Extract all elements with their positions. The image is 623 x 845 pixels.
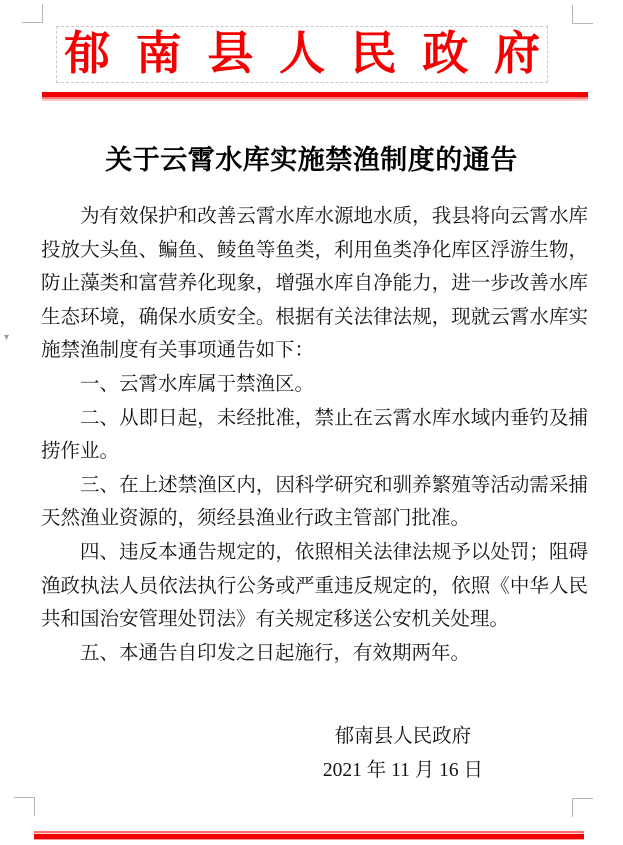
paragraph-item-2: 二、从即日起，未经批准，禁止在云霄水库水域内垂钓及捕捞作业。 xyxy=(41,407,588,463)
paragraph-item-4: 四、违反本通告规定的，依照相关法律法规予以处罚；阻碍渔政执法人员依法执行公务或严重违反规定的，依照《中华人民共和国治安管理处罚法》有关规定移送公安机关处理。 xyxy=(41,541,588,631)
document-title: 关于云霄水库实施禁渔制度的通告 xyxy=(105,145,518,175)
text-boundary-mark-bottom-left xyxy=(14,797,35,816)
signature-date: 2021 年 11 月 16 日 xyxy=(322,760,483,781)
red-header-rule xyxy=(42,92,588,101)
paragraph-intro: 为有效保护和改善云霄水库水源地水质，我县将向云霄水库投放大头鱼、鳊鱼、鲮鱼等鱼类，利用鱼类净化库区浮游生物，防止藻类和富营养化现象，增强水库自净能力，进一步改善水库生态环境，确保水质安全。根据有关法律法规，现就云霄水库实施禁渔制度有关事项通告如下： xyxy=(41,206,588,362)
text-boundary-mark-top-right xyxy=(572,5,593,24)
red-header-agency-box: 郁 南 县 人 民 政 府 xyxy=(56,26,548,83)
paragraph-item-1: 一、云霄水库属于禁渔区。 xyxy=(80,373,315,395)
paragraph-item-3: 三、在上述禁渔区内，因科学研究和驯养繁殖等活动需采捕天然渔业资源的，须经县渔业行政主管部门批准。 xyxy=(41,474,588,530)
red-footer-rule xyxy=(34,831,584,840)
text-boundary-mark-bottom-right xyxy=(572,798,593,817)
margin-marker-icon: ▾ xyxy=(4,332,10,343)
text-boundary-mark-top-left xyxy=(22,4,43,23)
signature-agency: 郁南县人民政府 xyxy=(334,726,472,747)
paragraph-item-5: 五、本通告自印发之日起施行，有效期两年。 xyxy=(80,642,471,664)
signature-block xyxy=(323,720,483,788)
document-body xyxy=(41,200,588,670)
